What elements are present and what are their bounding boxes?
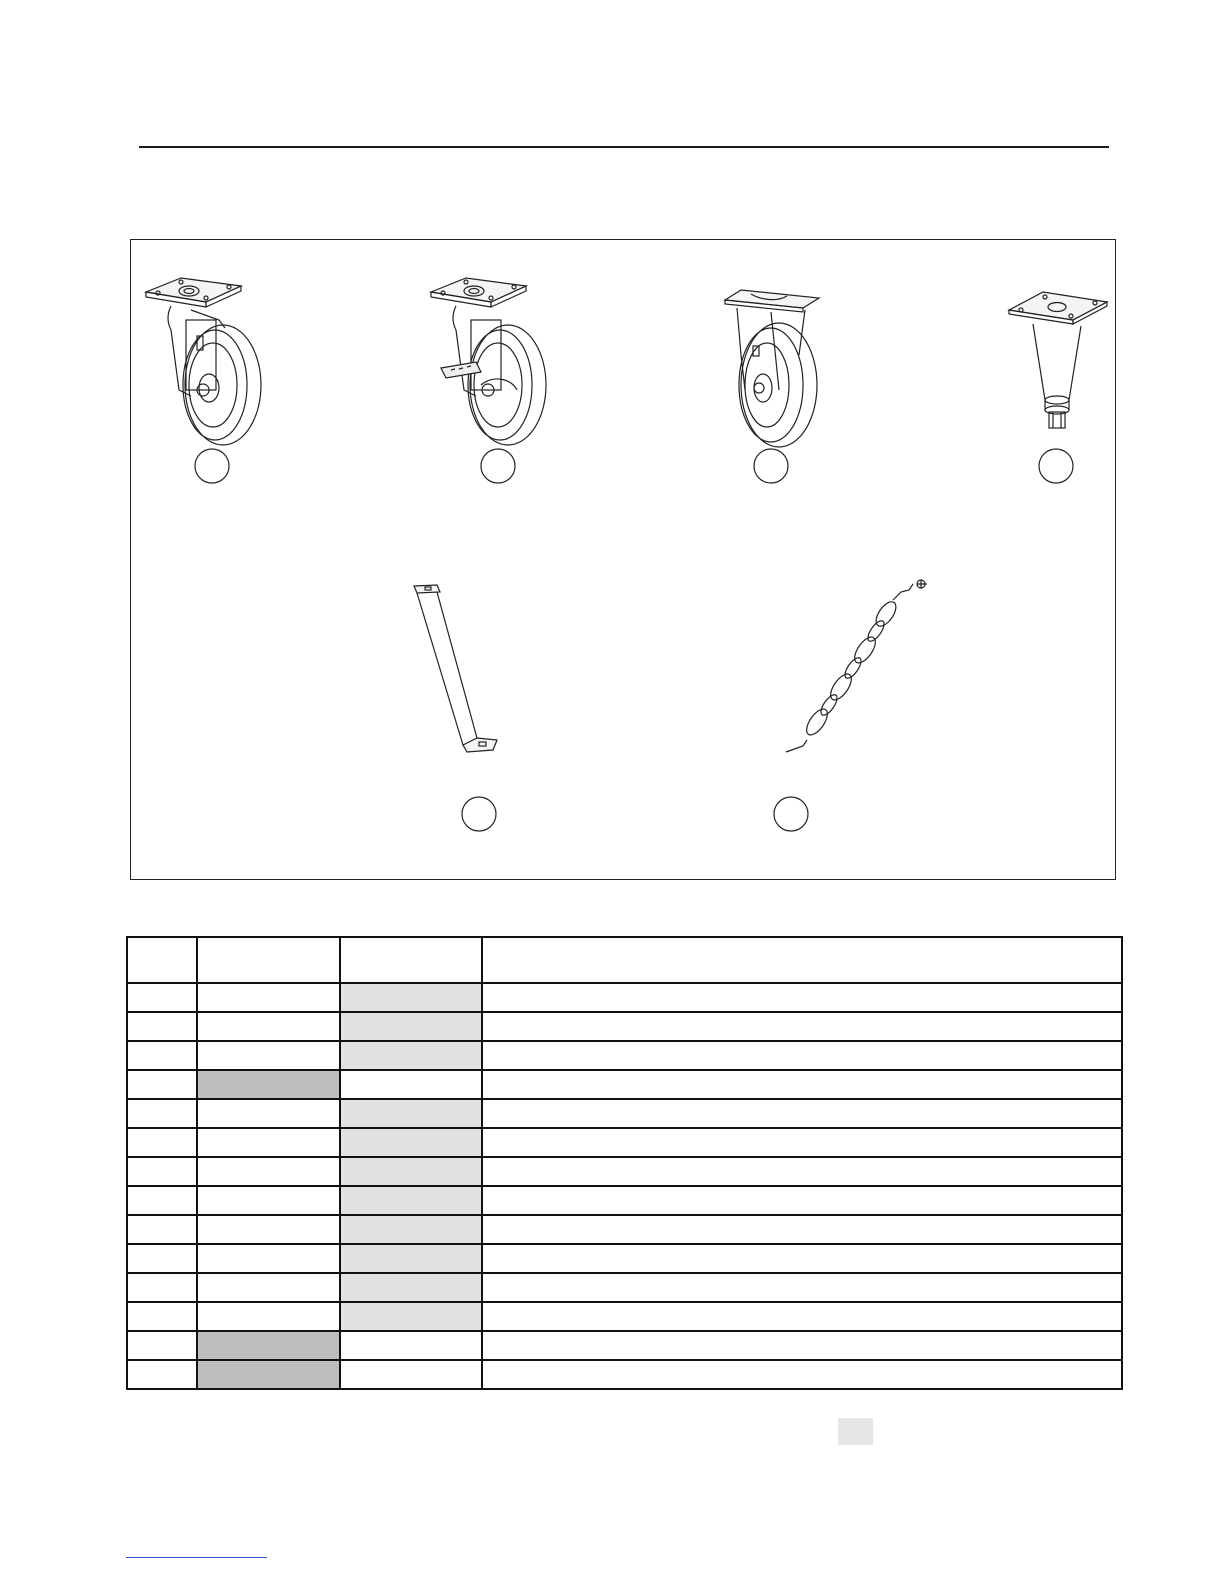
table-cell [127, 983, 197, 1012]
table-cell [197, 1070, 340, 1099]
table-cell [197, 1041, 340, 1070]
table-cell [340, 1070, 482, 1099]
table-cell [482, 1012, 1122, 1041]
table-cell [127, 1128, 197, 1157]
table-row [127, 1331, 1122, 1360]
table-cell [197, 1186, 340, 1215]
header-cell [482, 937, 1122, 983]
parts-list-table [126, 936, 1123, 1390]
table-row [127, 1186, 1122, 1215]
table-cell [197, 983, 340, 1012]
table-cell [197, 1215, 340, 1244]
table-cell [197, 1099, 340, 1128]
page-number-box [838, 1418, 873, 1445]
table-cell [127, 1186, 197, 1215]
table-row [127, 1041, 1122, 1070]
callout-2 [481, 449, 515, 483]
table-cell [340, 983, 482, 1012]
table-cell [482, 1128, 1122, 1157]
table-row [127, 1099, 1122, 1128]
swivel-caster-with-brake-icon [431, 278, 546, 445]
table-cell [197, 1360, 340, 1389]
callout-4 [1039, 449, 1073, 483]
support-brace-icon [414, 585, 497, 752]
table-cell [127, 1360, 197, 1389]
table-cell [482, 1244, 1122, 1273]
table-cell [482, 1215, 1122, 1244]
table-cell [197, 1128, 340, 1157]
table-cell [127, 1070, 197, 1099]
table-cell [197, 1157, 340, 1186]
table-cell [340, 1186, 482, 1215]
table-cell [340, 1041, 482, 1070]
table-cell [482, 1360, 1122, 1389]
table-cell [340, 1012, 482, 1041]
table-cell [340, 1244, 482, 1273]
adjustable-leg-icon [1009, 292, 1107, 428]
table-cell [340, 1157, 482, 1186]
table-cell [482, 1302, 1122, 1331]
parts-illustration [131, 240, 1117, 881]
table-row [127, 1215, 1122, 1244]
table-row [127, 1070, 1122, 1099]
table-header-row [127, 937, 1122, 983]
table-row [127, 1360, 1122, 1389]
table-cell [127, 1302, 197, 1331]
header-cell [197, 937, 340, 983]
table-cell [127, 1273, 197, 1302]
table-cell [340, 1302, 482, 1331]
table-cell [340, 1099, 482, 1128]
table-row [127, 1012, 1122, 1041]
callout-5 [462, 797, 496, 831]
parts-figure [130, 239, 1116, 880]
table-cell [127, 1331, 197, 1360]
header-cell [340, 937, 482, 983]
table-cell [197, 1012, 340, 1041]
table-cell [127, 1244, 197, 1273]
table-cell [482, 1186, 1122, 1215]
callout-1 [195, 449, 229, 483]
table-row [127, 983, 1122, 1012]
table-cell [340, 1215, 482, 1244]
table-cell [340, 1273, 482, 1302]
table-cell [482, 1099, 1122, 1128]
header-cell [127, 937, 197, 983]
table-row [127, 1244, 1122, 1273]
table-cell [482, 1273, 1122, 1302]
table-cell [482, 1070, 1122, 1099]
table-row [127, 1157, 1122, 1186]
table-cell [197, 1273, 340, 1302]
callout-3 [754, 449, 788, 483]
table-row [127, 1128, 1122, 1157]
table-cell [340, 1128, 482, 1157]
table-cell [197, 1302, 340, 1331]
swivel-caster-icon [146, 278, 261, 445]
callout-6 [774, 797, 808, 831]
table-body [127, 983, 1122, 1389]
table-cell [482, 983, 1122, 1012]
header-rule [139, 146, 1109, 148]
table-cell [127, 1157, 197, 1186]
table-cell [482, 1157, 1122, 1186]
table-cell [127, 1215, 197, 1244]
footer-link[interactable] [126, 1557, 267, 1558]
table-cell [127, 1099, 197, 1128]
table-cell [197, 1244, 340, 1273]
table-cell [127, 1041, 197, 1070]
rigid-caster-icon [725, 290, 819, 447]
table-cell [340, 1331, 482, 1360]
restraint-chain-icon [786, 580, 927, 752]
table-cell [482, 1041, 1122, 1070]
table-cell [340, 1360, 482, 1389]
table-row [127, 1273, 1122, 1302]
table-cell [197, 1331, 340, 1360]
table-cell [482, 1331, 1122, 1360]
table-cell [127, 1012, 197, 1041]
table-row [127, 1302, 1122, 1331]
